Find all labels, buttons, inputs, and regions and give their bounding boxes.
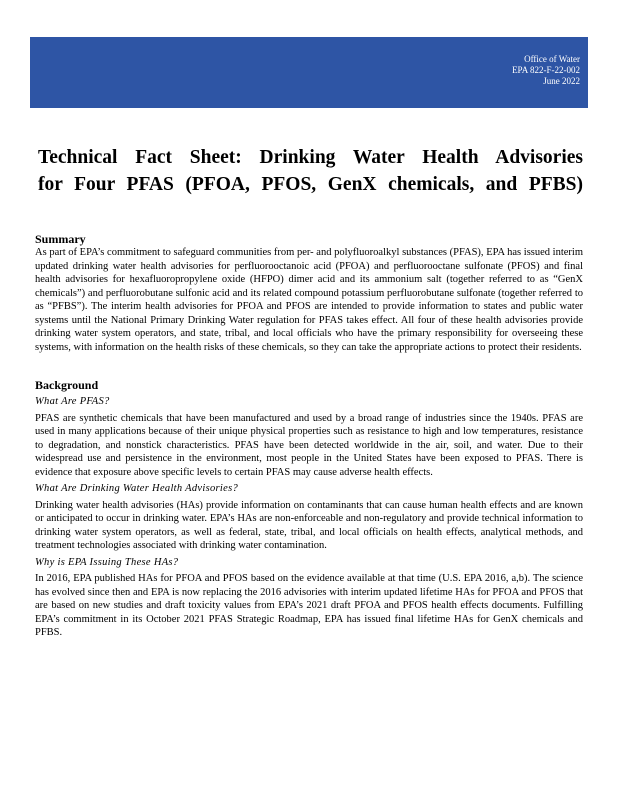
subhead-health-advisories: What Are Drinking Water Health Advisories? <box>35 483 239 494</box>
document-number: EPA 822-F-22-002 <box>512 65 580 75</box>
page-title <box>38 144 583 198</box>
title-line-1: Technical Fact Sheet: Drinking Water Health Advisories <box>38 147 583 168</box>
subhead-what-are-pfas: What Are PFAS? <box>35 396 110 407</box>
paragraph-what-are-pfas: PFAS are synthetic chemicals that have been manufactured and used by a broad range of industries since the 1940s. PFAS are used in many applications because of their unique physical properties such as resistance to high and low temperatures, resistance to degradation, and nonstick characteristics. PFAS have been detected worldwide in the air, soil, and water. Due to their widespread use and persistence in the environment, most people in the United States have been exposed to PFAS. There is evidence that exposure above specific levels to certain PFAS may cause adverse health effects. <box>35 412 583 478</box>
publication-date: June 2022 <box>543 76 580 86</box>
paragraph-why-issuing: In 2016, EPA published HAs for PFOA and PFOS based on the evidence available at that time (U.S. EPA 2016, a,b). The science has evolved since then and EPA is now replacing the 2016 advisories with interim updated lifetime HAs for PFOA and PFOS that are based on new studies and draft toxicity values from EPA’s 2021 draft PFOA and PFOS health effects documents. Fulfilling EPA’s commitment in its October 2021 PFAS Strategic Roadmap, EPA has issued final lifetime HAs for GenX chemicals and PFBS. <box>35 573 583 638</box>
document-body <box>35 232 583 640</box>
office-name: Office of Water <box>524 54 580 64</box>
summary-paragraph: As part of EPA’s commitment to safeguard communities from per- and polyfluoroalkyl substances (PFAS), EPA has issued interim updated drinking water health advisories for perfluorooctanoic acid (PFOA) and perfluorooctane sulfonate (PFOS) and final health advisories for hexafluoropropylene oxide (HFPO) dimer acid and its ammonium salt (together referred to as “GenX chemicals”) and perfluorobutane sulfonic acid and its related compound potassium perfluorobutane sulfonate (together referred to as “PFBS”). The interim health advisories for PFOA and PFOS are intended to provide information to states and public water systems until the National Primary Drinking Water regulation for PFAS takes effect. All four of these health advisories provide drinking water system operators, and state, tribal, and local officials who have the primary responsibility for overseeing these systems, with information on the health risks of these chemicals, so they can take the appropriate actions to protect their residents. <box>35 247 583 353</box>
subhead-why-issuing: Why is EPA Issuing These HAs? <box>35 556 179 568</box>
title-line-2: for Four PFAS (PFOA, PFOS, GenX chemicals, and PFBS) <box>38 174 583 195</box>
summary-heading: Summary <box>35 232 86 246</box>
background-heading: Background <box>35 378 99 392</box>
document-meta <box>512 54 580 87</box>
paragraph-health-advisories: Drinking water health advisories (HAs) provide information on contaminants that can cause human health effects and are known or anticipated to occur in drinking water. EPA’s HAs are non-enforceable and non-regulatory and provide technical information to drinking water system operators, as well as federal, state, tribal, and local officials on health effects, analytical methods, and treatment technologies associated with drinking water contamination. <box>35 499 583 551</box>
header-banner <box>30 37 588 108</box>
